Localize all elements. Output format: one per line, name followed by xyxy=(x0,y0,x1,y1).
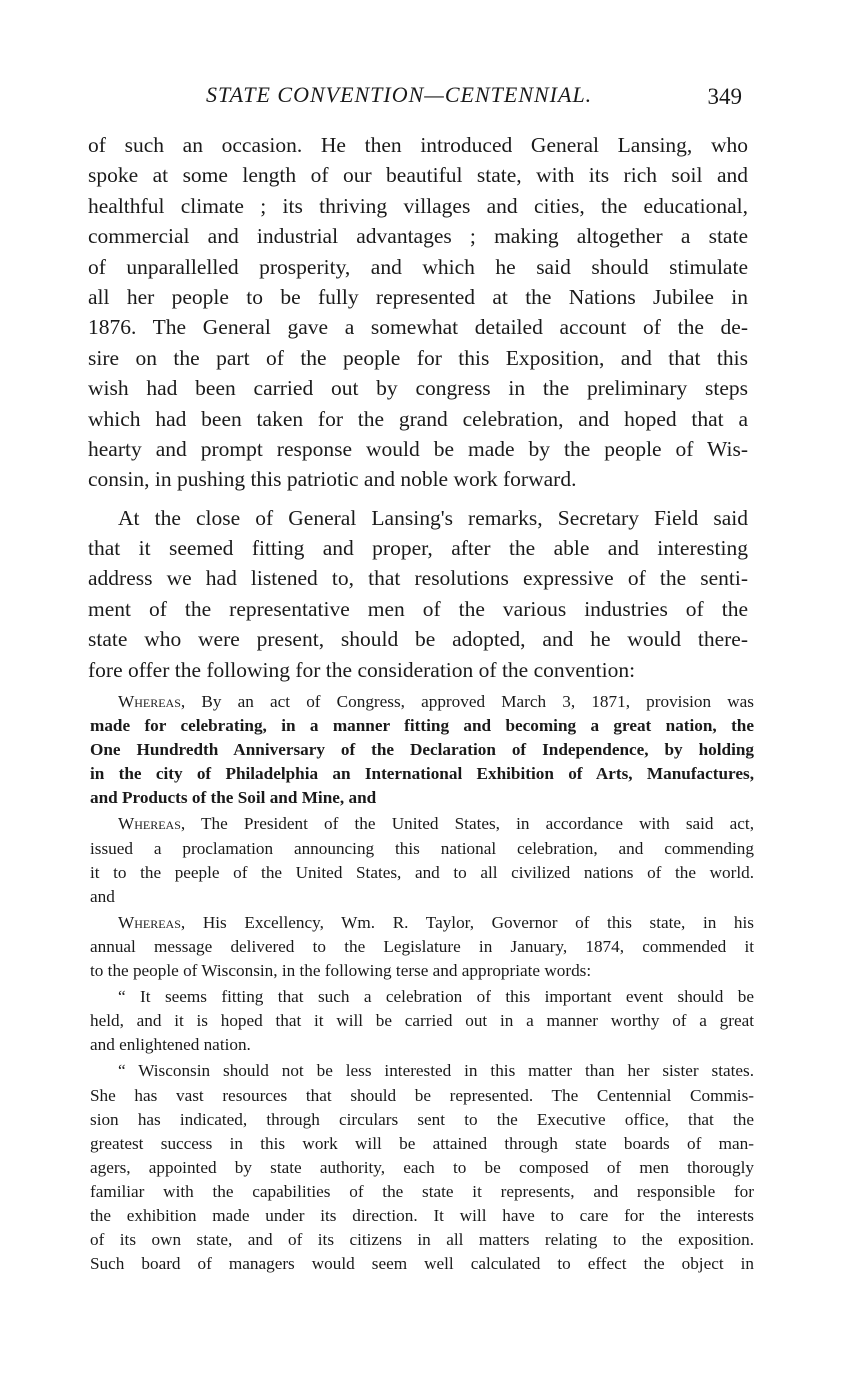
text-line: of unparallelled prosperity, and which he said should stimulate xyxy=(88,254,748,279)
text-line: made for celebrating, in a manner fitting and becoming a great nation, the xyxy=(90,716,754,736)
text-line: of such an occasion. He then introduced General Lansing, who xyxy=(88,133,748,157)
text-fragment: , The President of the United States, in accordance with said act, xyxy=(180,814,754,834)
text-line: and xyxy=(90,886,115,906)
text-line: sire on the part of the people for this Exposition, and that this xyxy=(88,345,748,370)
text-line: She has vast resources that should be represented. The Centennial Commis- xyxy=(90,1085,754,1105)
text-line: commercial and industrial advantages ; making altogether a state xyxy=(88,224,748,249)
text-line: in the city of Philadelphia an International Exhibition of Arts, Manufactures, xyxy=(90,764,754,784)
text-line: One Hundredth Anniversary of the Declaration of Independence, by holding xyxy=(90,740,754,760)
body-text xyxy=(88,130,748,685)
text-line xyxy=(90,812,754,836)
text-line: it to the peeple of the United States, and to all civilized nations of the world. xyxy=(90,862,754,882)
text-line: agers, appointed by state authority, each to be composed of men thorougly xyxy=(90,1157,754,1177)
text-fragment: , By an act of Congress, approved March 3, 1871, provision was xyxy=(180,692,754,711)
text-line: healthful climate ; its thriving villages and cities, the educational, xyxy=(88,193,748,218)
text-line: which had been taken for the grand celebration, and hoped that a xyxy=(88,406,748,431)
text-line: to the people of Wisconsin, in the following terse and appropriate words: xyxy=(90,961,592,981)
paragraph-secretary-field xyxy=(88,503,748,685)
text-line: familiar with the capabilities of the state it represents, and responsible for xyxy=(90,1181,754,1201)
text-line: greatest success in this work will be attained through state boards of man- xyxy=(90,1133,754,1153)
text-line: spoke at some length of our beautiful state, with its rich soil and xyxy=(88,163,748,188)
text-line: wish had been carried out by congress in the preliminary steps xyxy=(88,376,748,401)
running-head xyxy=(88,80,748,114)
text-line: the exhibition made under its direction. It will have to care for the interests xyxy=(90,1205,754,1225)
paragraph-lansing-speech xyxy=(88,130,748,495)
text-line: sion has indicated, through circulars sent to the Executive office, that the xyxy=(90,1109,754,1129)
text-line: and enlightened nation. xyxy=(90,1035,251,1055)
text-line: fore offer the following for the consideration of the convention: xyxy=(88,657,636,682)
text-line: address we had listened to, that resolutions expressive of the senti- xyxy=(88,566,748,591)
text-line xyxy=(90,911,754,935)
text-line xyxy=(90,690,754,714)
text-line: issued a proclamation announcing this national celebration, and commending xyxy=(90,838,754,858)
whereas-word: Whereas xyxy=(118,912,181,932)
resolution-congress-act xyxy=(90,690,754,810)
text-line: state who were present, should be adopted, and he would there- xyxy=(88,627,748,652)
text-line: ment of the representative men of the various industries of the xyxy=(88,596,748,621)
text-line: held, and it is hoped that it will be carried out in a manner worthy of a great xyxy=(90,1011,754,1031)
whereas-word: Whereas xyxy=(118,692,181,711)
text-line: consin, in pushing this patriotic and noble work forward. xyxy=(88,467,577,492)
text-line: “ It seems fitting that such a celebration of this important event should be xyxy=(118,987,754,1007)
page-number: 349 xyxy=(707,84,742,109)
paragraph-gap xyxy=(88,495,748,503)
text-line: of its own state, and of its citizens in all matters relating to the exposition. xyxy=(90,1230,754,1250)
text-line: “ Wisconsin should not be less interested in this matter than her sister states. xyxy=(118,1061,754,1081)
resolution-governor-message xyxy=(90,911,754,983)
quote-wisconsin-interest xyxy=(90,1059,754,1276)
text-line: all her people to be fully represented at the Nations Jubilee in xyxy=(88,284,748,309)
text-fragment: , His Excellency, Wm. R. Taylor, Governor of this state, in his xyxy=(180,912,754,932)
text-line: Such board of managers would seem well calculated to effect the object in xyxy=(90,1254,754,1274)
resolutions-block xyxy=(90,690,754,1276)
running-title: STATE CONVENTION—CENTENNIAL. xyxy=(206,82,593,107)
text-line: hearty and prompt response would be made by the people of Wis- xyxy=(88,436,748,461)
quote-celebration xyxy=(90,985,754,1057)
text-line: 1876. The General gave a somewhat detailed account of the de- xyxy=(88,315,748,340)
text-line: At the close of General Lansing's remarks, Secretary Field said xyxy=(118,505,748,530)
whereas-word: Whereas xyxy=(118,814,181,834)
text-line: and Products of the Soil and Mine, and xyxy=(90,788,377,808)
text-line: that it seemed fitting and proper, after the able and interesting xyxy=(88,536,748,561)
resolution-presidential-proclamation xyxy=(90,812,754,908)
text-line: annual message delivered to the Legislature in January, 1874, commended it xyxy=(90,936,754,956)
